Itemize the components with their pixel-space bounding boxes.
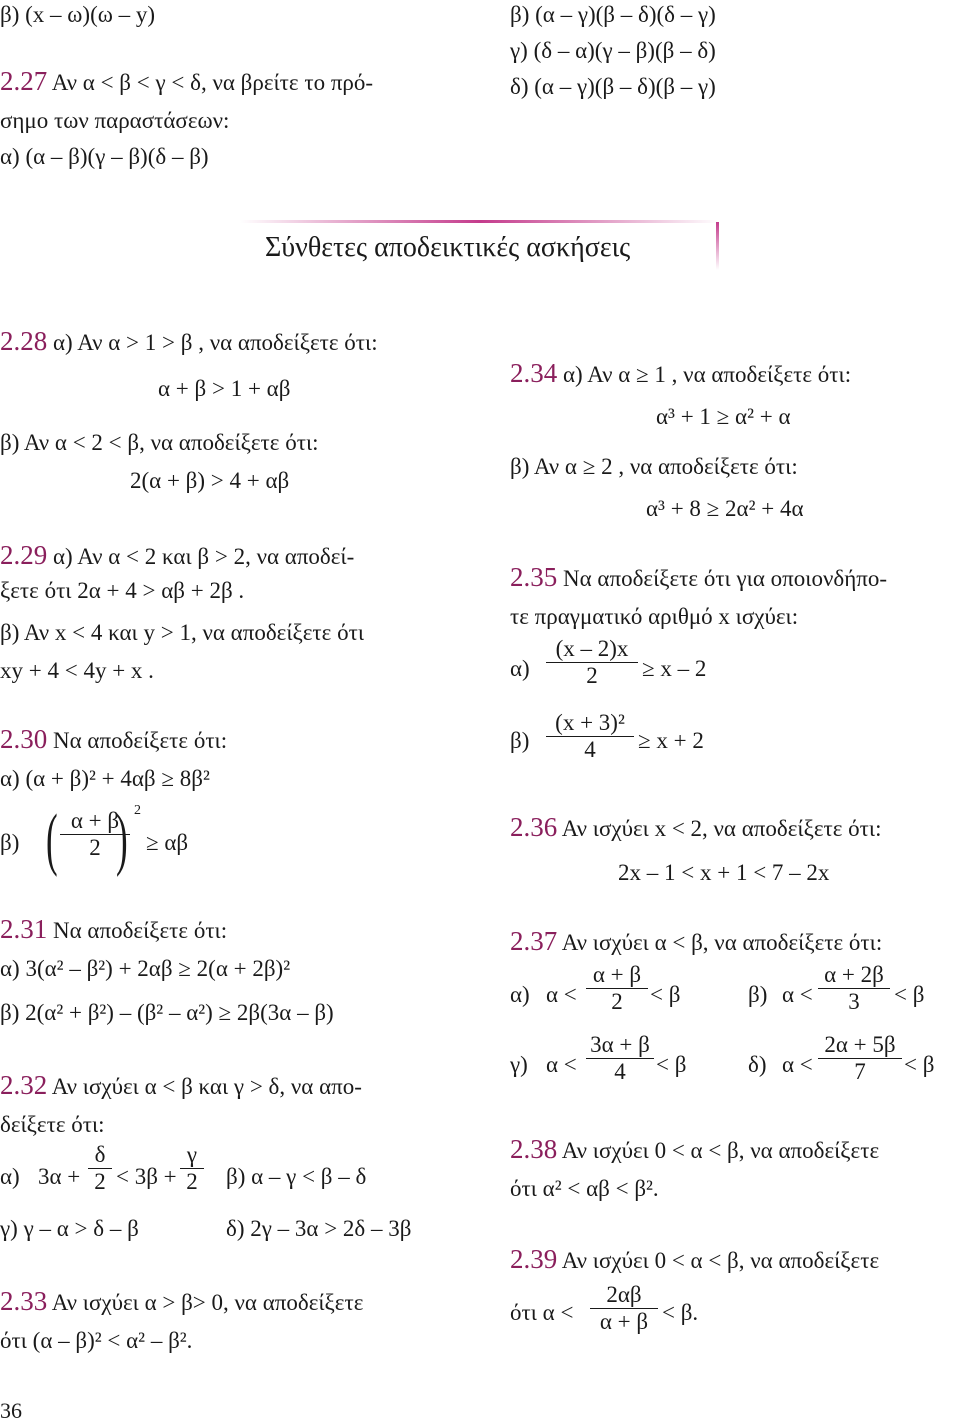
numerator: δ xyxy=(88,1142,112,1169)
exercise-number: 2.39 xyxy=(510,1244,558,1274)
equation: 2(α + β) > 4 + αβ xyxy=(130,468,290,493)
numerator: α + β xyxy=(586,962,648,989)
numerator: 3α + β xyxy=(586,1032,654,1059)
exercise-part-b: β) Αν α ≥ 2 , να αποδείξετε ότι: xyxy=(510,454,798,479)
exercise-number: 2.34 xyxy=(510,358,558,388)
exercise-text: Να αποδείξετε ότι: xyxy=(53,918,228,943)
item-alpha-label: α) xyxy=(510,656,530,681)
page-number: 36 xyxy=(0,1398,22,1423)
exercise-2-34 xyxy=(510,358,851,390)
item-alpha: α) (α – β)(γ – β)(δ – β) xyxy=(0,144,209,169)
item-gamma: γ) (δ – α)(γ – β)(β – δ) xyxy=(510,38,716,63)
fraction xyxy=(586,962,648,1015)
exercise-text-cont: ότι (α – β)² < α² – β². xyxy=(0,1328,193,1353)
fraction xyxy=(818,962,890,1015)
numerator: (x – 2)x xyxy=(546,636,638,663)
equation-rest: ≥ αβ xyxy=(146,830,189,855)
section-title: Σύνθετες αποδεικτικές ασκήσεις xyxy=(265,232,631,263)
item-alpha: α) (α + β)² + 4αβ ≥ 8β² xyxy=(0,766,210,791)
inequality-right: < β xyxy=(894,982,925,1007)
item-beta: β) (α – γ)(β – δ)(δ – γ) xyxy=(510,2,716,27)
item-alpha: α) 3(α² – β²) + 2αβ ≥ 2(α + 2β)² xyxy=(0,956,291,981)
exercise-part-b: β) Αν α < 2 < β, να αποδείξετε ότι: xyxy=(0,430,319,455)
exercise-text-cont: ότι α² < αβ < β². xyxy=(510,1176,659,1201)
equation: α³ + 1 ≥ α² + α xyxy=(656,404,791,429)
fraction xyxy=(546,636,638,689)
inequality-left: α < xyxy=(782,1052,813,1077)
exercise-2-39 xyxy=(510,1244,879,1276)
exercise-number: 2.28 xyxy=(0,326,48,356)
exercise-text: α) Αν α > 1 > β , να αποδείξετε ότι: xyxy=(53,330,378,355)
exercise-2-38 xyxy=(510,1134,879,1166)
exercise-text: Αν ισχύει α < β, να αποδείξετε ότι: xyxy=(561,930,883,955)
exercise-number: 2.29 xyxy=(0,540,48,570)
equation: α³ + 8 ≥ 2α² + 4α xyxy=(646,496,804,521)
item-beta: β) 2(α² + β²) – (β² – α²) ≥ 2β(3α – β) xyxy=(0,1000,334,1025)
exercise-2-29 xyxy=(0,540,354,572)
numerator: α + β xyxy=(60,808,130,835)
exercise-text: Να αποδείξετε ότι: xyxy=(53,728,228,753)
item-beta-xw: β) (x – ω)(ω – y) xyxy=(0,2,156,27)
fraction xyxy=(586,1032,654,1085)
exercise-text: Αν ισχύει 0 < α < β, να αποδείξετε xyxy=(561,1248,880,1273)
exercise-number: 2.32 xyxy=(0,1070,48,1100)
exercise-2-36 xyxy=(510,812,881,844)
equation-rest: ≥ x – 2 xyxy=(642,656,707,681)
item-gamma: γ) γ – α > δ – β xyxy=(0,1216,139,1241)
inequality-left: α < xyxy=(782,982,813,1007)
exercise-text: Αν α < β < γ < δ, να βρείτε το πρό- xyxy=(51,70,374,95)
equation-part: 3α + xyxy=(38,1164,81,1189)
numerator: 2α + 5β xyxy=(818,1032,902,1059)
inequality-right: < β xyxy=(650,982,681,1007)
exercise-2-35 xyxy=(510,562,887,594)
denominator: 4 xyxy=(614,1059,626,1084)
exercise-number: 2.31 xyxy=(0,914,48,944)
exercise-text: Να αποδείξετε ότι για οποιονδήπο- xyxy=(563,566,887,591)
denominator: 4 xyxy=(584,737,596,762)
exercise-number: 2.37 xyxy=(510,926,558,956)
exercise-text: Αν ισχύει x < 2, να αποδείξετε ότι: xyxy=(561,816,882,841)
numerator: α + 2β xyxy=(818,962,890,989)
exercise-2-32 xyxy=(0,1070,362,1102)
paren-right: ) xyxy=(116,801,128,878)
fraction xyxy=(88,1142,112,1195)
exercise-text: α) Αν α < 2 και β > 2, να αποδεί- xyxy=(53,544,355,569)
equation: 2x – 1 < x + 1 < 7 – 2x xyxy=(618,860,830,885)
exercise-text-cont: σημο των παραστάσεων: xyxy=(0,108,230,133)
item-delta-label: δ) xyxy=(748,1052,767,1077)
inequality-left: α < xyxy=(546,1052,577,1077)
fraction xyxy=(590,1282,658,1335)
item-beta-label: β) xyxy=(0,830,20,855)
item-beta-label: β) xyxy=(748,982,768,1007)
inequality-left: α < xyxy=(546,982,577,1007)
fraction xyxy=(818,1032,902,1085)
exercise-number: 2.35 xyxy=(510,562,558,592)
inequality-right: < β xyxy=(904,1052,935,1077)
equation-part: < 3β + xyxy=(116,1164,177,1189)
exercise-part-b: β) Αν x < 4 και y > 1, να αποδείξετε ότι xyxy=(0,620,365,645)
exercise-text: Αν ισχύει 0 < α < β, να αποδείξετε xyxy=(561,1138,880,1163)
exercise-2-31 xyxy=(0,914,227,946)
equation: xy + 4 < 4y + x . xyxy=(0,658,154,683)
item-beta-label: β) xyxy=(510,728,530,753)
inequality-left: ότι α < xyxy=(510,1300,574,1325)
exponent: 2 xyxy=(134,803,141,818)
fraction xyxy=(180,1142,204,1195)
exercise-number: 2.36 xyxy=(510,812,558,842)
exercise-text: Αν ισχύει α < β και γ > δ, να απο- xyxy=(51,1074,362,1099)
equation: α + β > 1 + αβ xyxy=(158,376,291,401)
item-beta: β) α – γ < β – δ xyxy=(226,1164,367,1189)
item-gamma-label: γ) xyxy=(510,1052,528,1077)
section-title-decor xyxy=(240,220,720,223)
inequality-right: < β xyxy=(656,1052,687,1077)
numerator: 2αβ xyxy=(590,1282,658,1309)
item-alpha-label: α) xyxy=(510,982,530,1007)
numerator: (x + 3)² xyxy=(546,710,634,737)
denominator: 3 xyxy=(848,989,860,1014)
exercise-2-27 xyxy=(0,66,373,98)
item-alpha-label: α) xyxy=(0,1164,20,1189)
exercise-text: Αν ισχύει α > β> 0, να αποδείξετε xyxy=(51,1290,364,1315)
denominator: 2 xyxy=(94,1169,106,1194)
exercise-2-37 xyxy=(510,926,882,958)
exercise-2-33 xyxy=(0,1286,363,1318)
exercise-text-cont: τε πραγματικό αριθμό x ισχύει: xyxy=(510,604,799,629)
denominator: α + β xyxy=(599,1309,649,1334)
item-delta: δ) (α – γ)(β – δ)(β – γ) xyxy=(510,74,716,99)
denominator: 7 xyxy=(854,1059,866,1084)
exercise-2-28 xyxy=(0,326,378,358)
fraction xyxy=(546,710,634,763)
exercise-number: 2.38 xyxy=(510,1134,558,1164)
exercise-text-cont: ξετε ότι 2α + 4 > αβ + 2β . xyxy=(0,578,245,603)
numerator: γ xyxy=(180,1142,204,1169)
denominator: 2 xyxy=(611,989,623,1014)
exercise-text: α) Αν α ≥ 1 , να αποδείξετε ότι: xyxy=(563,362,852,387)
exercise-text-cont: δείξετε ότι: xyxy=(0,1112,105,1137)
item-delta: δ) 2γ – 3α > 2δ – 3β xyxy=(226,1216,412,1241)
equation-rest: ≥ x + 2 xyxy=(638,728,704,753)
exercise-2-30 xyxy=(0,724,227,756)
exercise-number: 2.33 xyxy=(0,1286,48,1316)
exercise-number: 2.30 xyxy=(0,724,48,754)
exercise-number: 2.27 xyxy=(0,66,48,96)
denominator: 2 xyxy=(89,835,101,860)
inequality-right: < β. xyxy=(662,1300,699,1325)
section-title-decor-right xyxy=(716,222,719,270)
denominator: 2 xyxy=(186,1169,198,1194)
paren-left: ( xyxy=(46,801,58,878)
denominator: 2 xyxy=(586,663,598,688)
